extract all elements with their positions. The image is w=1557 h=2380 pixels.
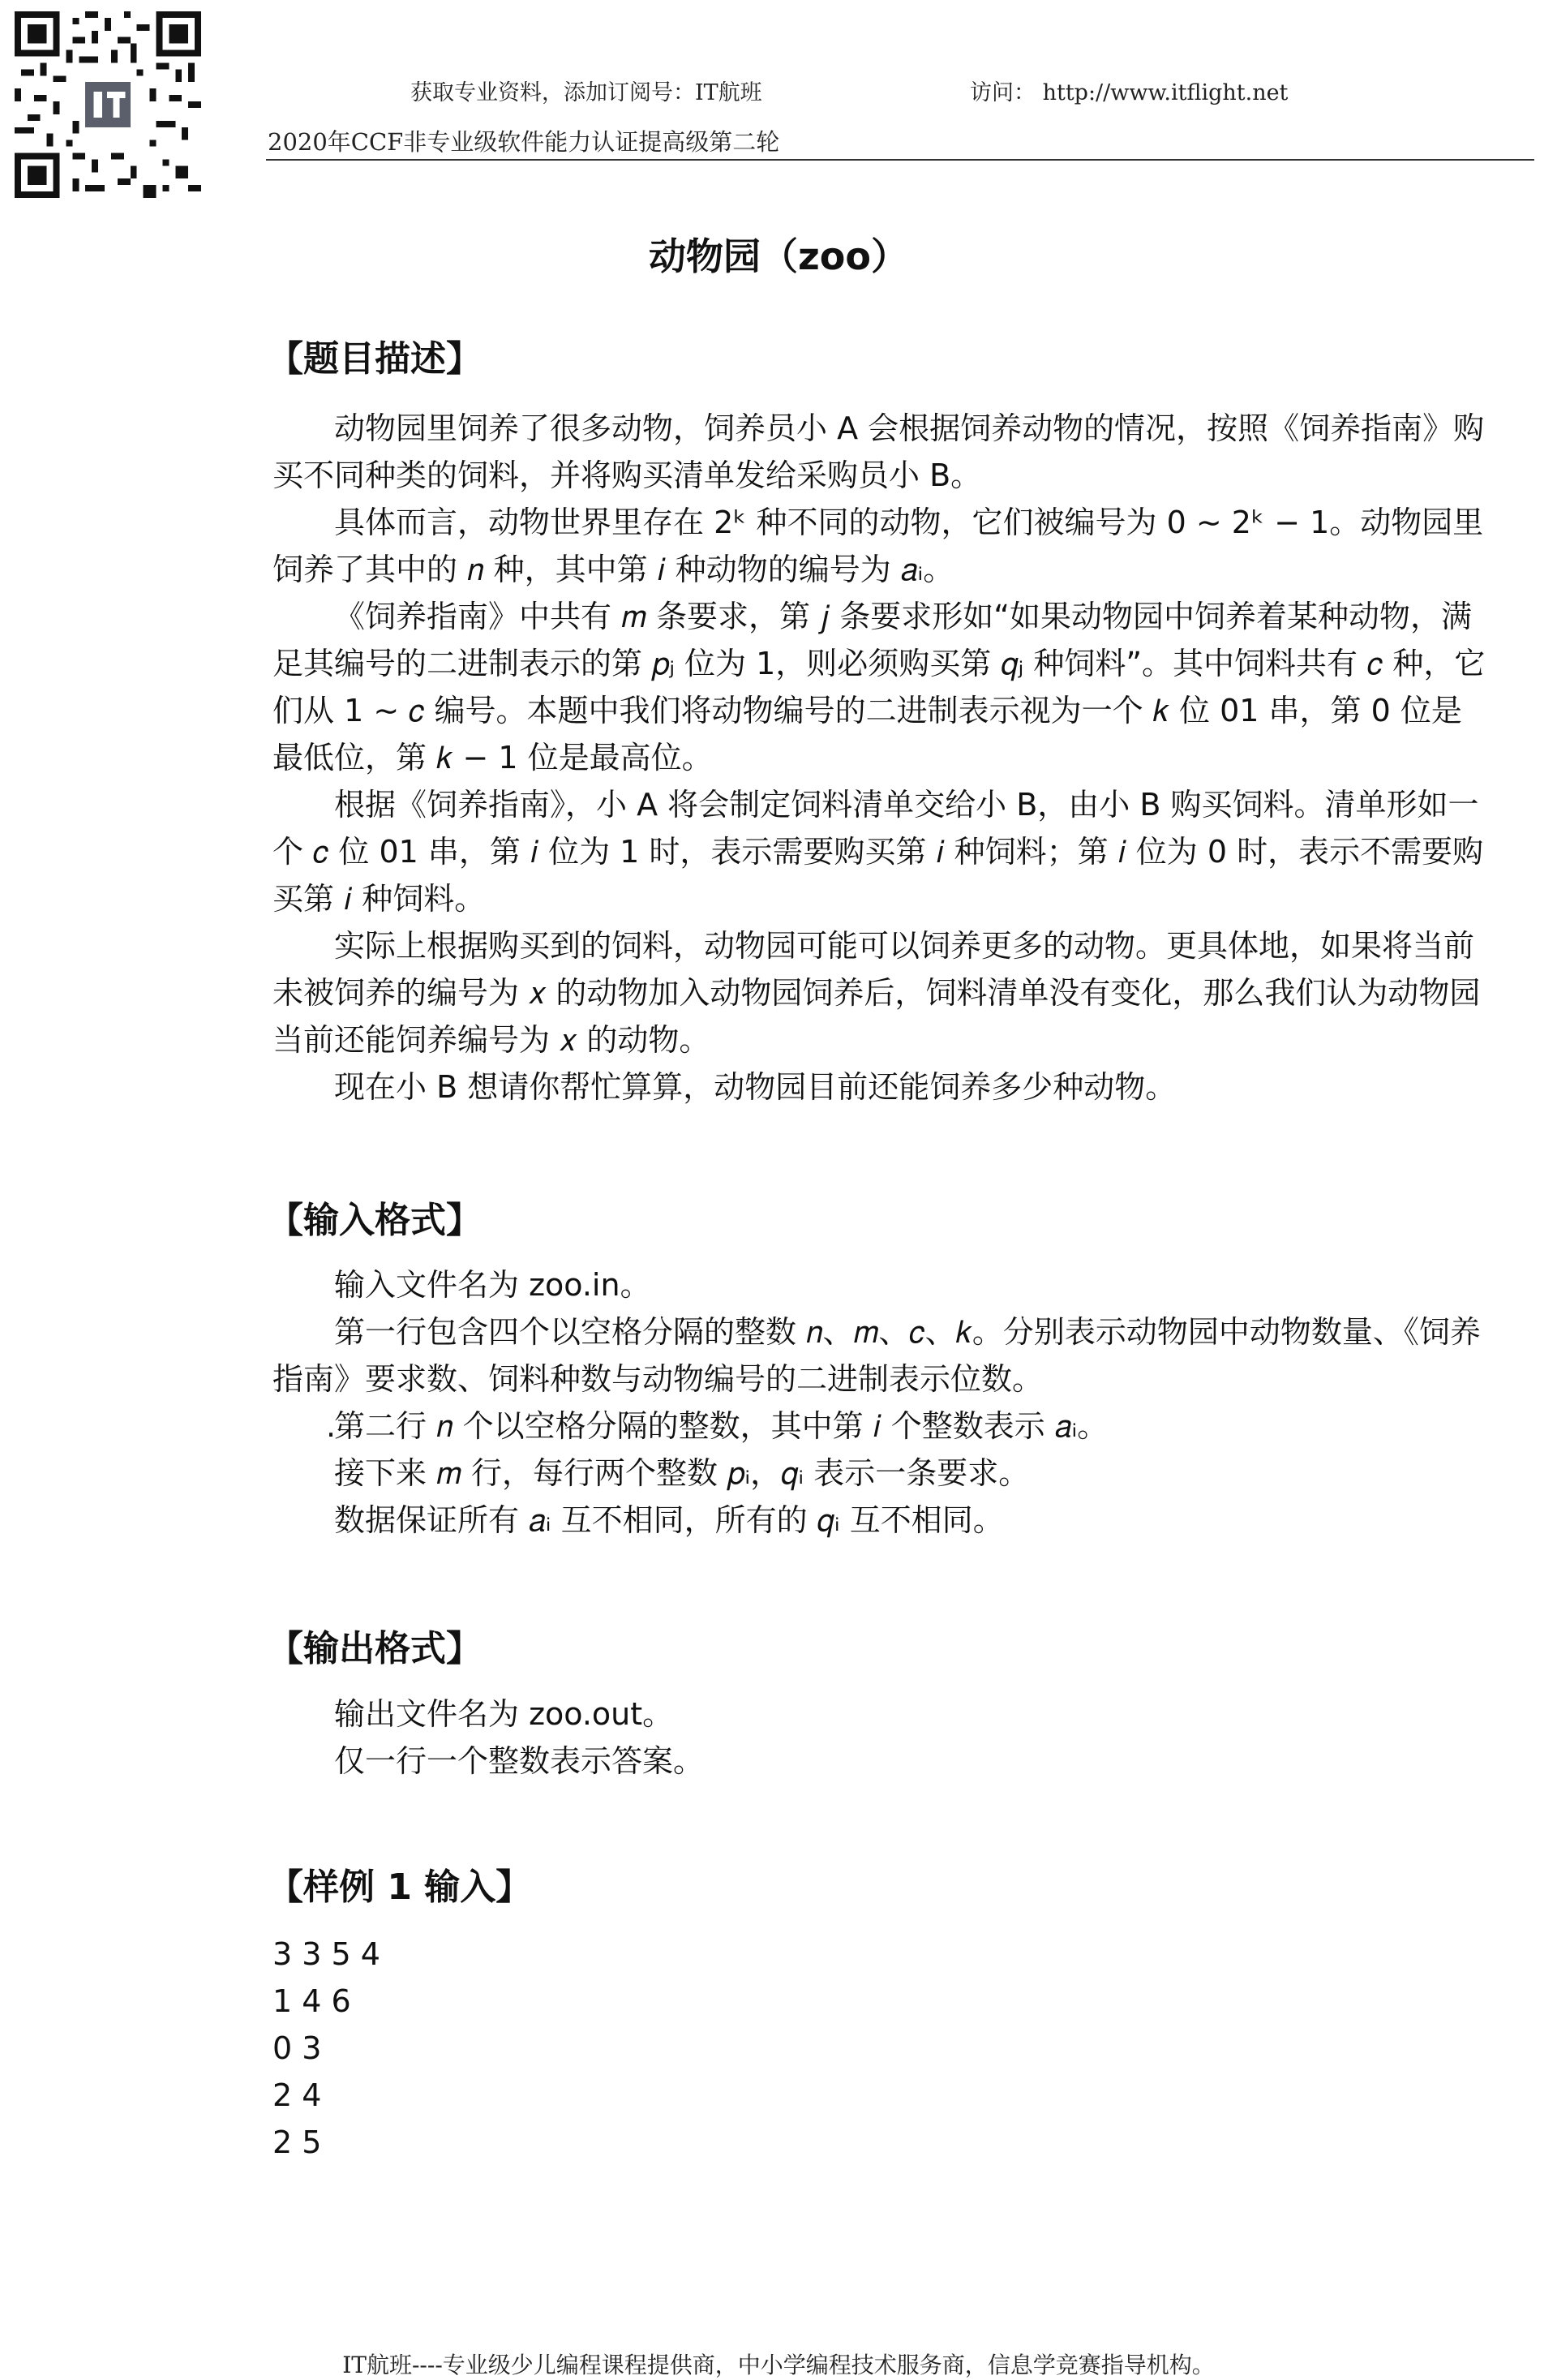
page-footer: IT航班----专业级少儿编程课程提供商，中小学编程技术服务商，信息学竞赛指导机构。 — [342, 2352, 1215, 2378]
qr-code-icon — [15, 11, 201, 198]
description-paragraph: 根据《饲养指南》，小 A 将会制定饲料清单交给小 B，由小 B 购买饲料。清单形如一个 𝑐 位 01 串，第 𝑖 位为 1 时，表示需要购买第 𝑖 种饲料；第 𝑖 位为 0 时，表示不需要购买第 𝑖 种饲料。 — [272, 787, 1484, 917]
header-doc-title: 2020年CCF非专业级软件能力认证提高级第二轮 — [268, 128, 780, 156]
output-paragraph: 输出文件名为 zoo.out。 — [334, 1696, 674, 1732]
section-heading-description: 【题目描述】 — [268, 338, 482, 380]
stray-mark: . — [326, 1408, 337, 1444]
header-website-link[interactable]: 访问： http://www.itflight.net — [970, 80, 1289, 105]
header-divider — [266, 159, 1534, 161]
problem-title: 动物园（zoo） — [649, 234, 908, 278]
input-paragraph: 接下来 𝑚 行，每行两个整数 𝑝ᵢ，𝑞ᵢ 表示一条要求。 — [334, 1455, 1030, 1491]
section-heading-sample1-input: 【样例 1 输入】 — [268, 1867, 532, 1908]
input-paragraph: 第一行包含四个以空格分隔的整数 𝑛、𝑚、𝑐、𝑘。分别表示动物园中动物数量、《饲养指南》要求数、饲料种数与动物编号的二进制表示位数。 — [272, 1314, 1481, 1397]
input-paragraph-text: 第二行 𝑛 个以空格分隔的整数，其中第 𝑖 个整数表示 𝑎ᵢ。 — [334, 1408, 1109, 1444]
input-paragraph — [272, 1403, 1489, 1450]
input-paragraph: 数据保证所有 𝑎ᵢ 互不相同，所有的 𝑞ᵢ 互不相同。 — [334, 1502, 1004, 1538]
sample-line: 2 4 — [272, 2077, 322, 2113]
input-paragraph: 输入文件名为 zoo.in。 — [334, 1267, 651, 1303]
output-body — [272, 1690, 1489, 1785]
description-paragraph: 动物园里饲养了很多动物，饲养员小 A 会根据饲养动物的情况，按照《饲养指南》购买不同种类的饲料，并将购买清单发给采购员小 B。 — [272, 410, 1485, 493]
sample-line: 2 5 — [272, 2124, 322, 2160]
header-subscribe-text: 获取专业资料，添加订阅号：IT航班 — [410, 80, 762, 105]
input-body — [272, 1261, 1489, 1544]
sample-line: 0 3 — [272, 2030, 322, 2066]
description-paragraph: 《饲养指南》中共有 𝑚 条要求，第 𝑗 条要求形如“如果动物园中饲养着某种动物，满足其编号的二进制表示的第 𝑝ⱼ 位为 1，则必须购买第 𝑞ⱼ 种饲料”。其中饲料共有 𝑐 种，它们从 1 ∼ 𝑐 编号。本题中我们将动物编号的二进制表示视为一个 𝑘 位 01 串，第 0 位是最低位，第 𝑘 − 1 位是最高位。 — [272, 599, 1486, 775]
description-paragraph: 实际上根据购买到的饲料，动物园可能可以饲养更多的动物。更具体地，如果将当前未被饲养的编号为 𝑥 的动物加入动物园饲养后，饲料清单没有变化，那么我们认为动物园当前还能饲养编号为 𝑥 的动物。 — [272, 928, 1481, 1058]
section-heading-input: 【输入格式】 — [268, 1200, 482, 1241]
output-paragraph: 仅一行一个整数表示答案。 — [334, 1743, 705, 1779]
sample-line: 3 3 5 4 — [272, 1936, 380, 1972]
description-paragraph: 现在小 B 想请你帮忙算算，动物园目前还能饲养多少种动物。 — [334, 1069, 1177, 1105]
sample1-input-block — [272, 1931, 380, 2166]
sample-line: 1 4 6 — [272, 1983, 351, 2019]
description-body — [272, 405, 1489, 1111]
description-paragraph: 具体而言，动物世界里存在 2ᵏ 种不同的动物，它们被编号为 0 ∼ 2ᵏ − 1。动物园里饲养了其中的 𝑛 种，其中第 𝑖 种动物的编号为 𝑎ᵢ。 — [272, 505, 1484, 587]
section-heading-output: 【输出格式】 — [268, 1628, 482, 1669]
